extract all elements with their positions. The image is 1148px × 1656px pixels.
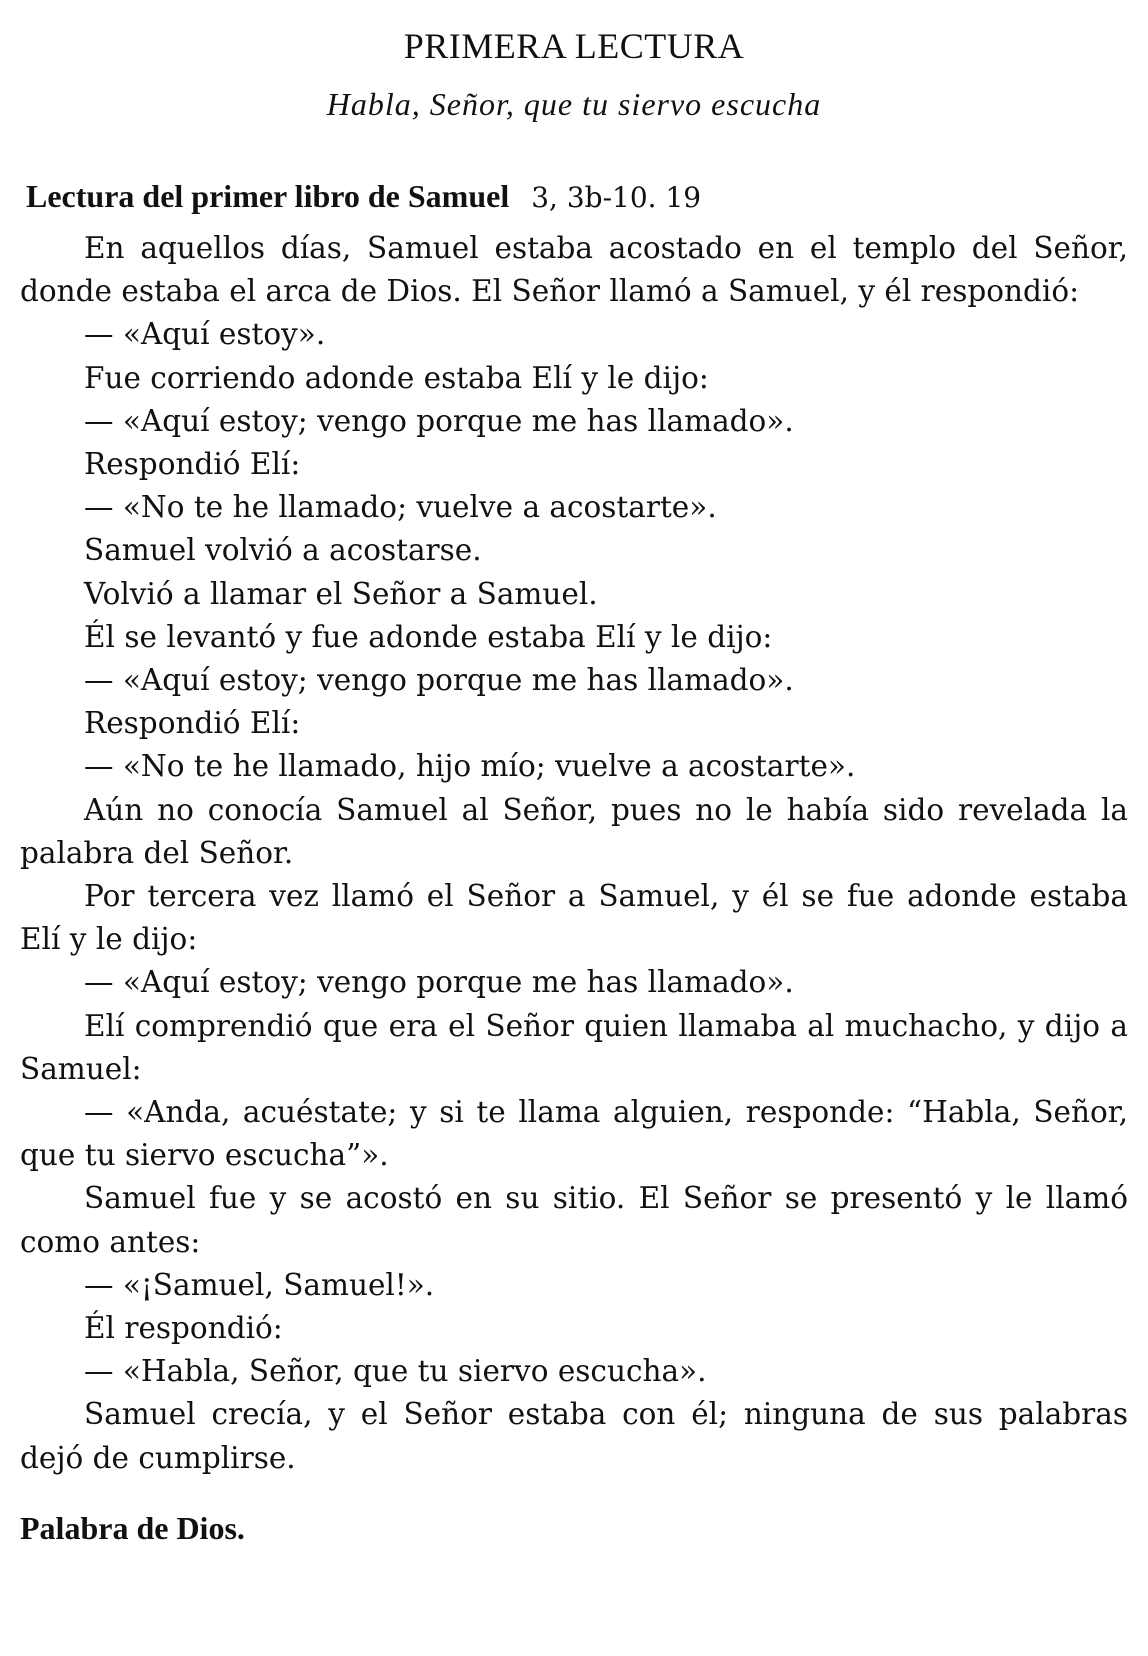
paragraph: — «Habla, Señor, que tu siervo escucha». [84,1354,707,1389]
paragraph: Él se levantó y fue adonde estaba Elí y le dijo: [84,619,773,654]
paragraph: Samuel fue y se acostó en su sitio. El Señor se presentó y le llamó como antes: [20,1181,1128,1259]
reading-subtitle: Habla, Señor, que tu siervo escucha [326,86,822,122]
paragraph: — «No te he llamado, hijo mío; vuelve a acostarte». [84,749,856,784]
reading-title: PRIMERA LECTURA [403,26,745,66]
paragraph: — «Aquí estoy; vengo porque me has llamado». [84,965,794,1000]
scripture-reference: 3, 3b-10. 19 [531,181,702,214]
paragraph: Elí comprendió que era el Señor quien llamaba al muchacho, y dijo a Samuel: [20,1008,1128,1086]
paragraph: En aquellos días, Samuel estaba acostado en el templo del Señor, donde estaba el arca de Dios. El Señor llamó a Samuel, y él respondió: [20,231,1128,309]
paragraph: Respondió Elí: [84,706,301,741]
book-title: Lectura del primer libro de Samuel [26,178,510,214]
paragraph: Fue corriendo adonde estaba Elí y le dijo: [84,360,709,395]
paragraph: Volvió a llamar el Señor a Samuel. [84,576,598,611]
closing-acclamation: Palabra de Dios. [20,1510,245,1546]
paragraph: — «No te he llamado; vuelve a acostarte». [84,490,717,525]
paragraph: Por tercera vez llamó el Señor a Samuel, y él se fue adonde estaba Elí y le dijo: [20,879,1128,957]
paragraph: Samuel volvió a acostarse. [84,533,482,568]
paragraph: — «Anda, acuéstate; y si te llama alguien, responde: “Habla, Señor, que tu siervo escucha”». [20,1095,1128,1173]
paragraph: Aún no conocía Samuel al Señor, pues no le había sido revelada la palabra del Señor. [20,792,1128,870]
paragraph: Samuel crecía, y el Señor estaba con él; ninguna de sus palabras dejó de cumplirse. [20,1397,1128,1475]
paragraph: — «¡Samuel, Samuel!». [84,1267,435,1302]
book-heading [26,176,701,222]
paragraph: — «Aquí estoy; vengo porque me has llamado». [84,403,794,438]
paragraph: — «Aquí estoy; vengo porque me has llamado». [84,663,794,698]
paragraph: Respondió Elí: [84,447,301,482]
paragraph: Él respondió: [84,1311,283,1346]
paragraph: — «Aquí estoy». [84,317,326,352]
reading-body [20,227,1128,1480]
